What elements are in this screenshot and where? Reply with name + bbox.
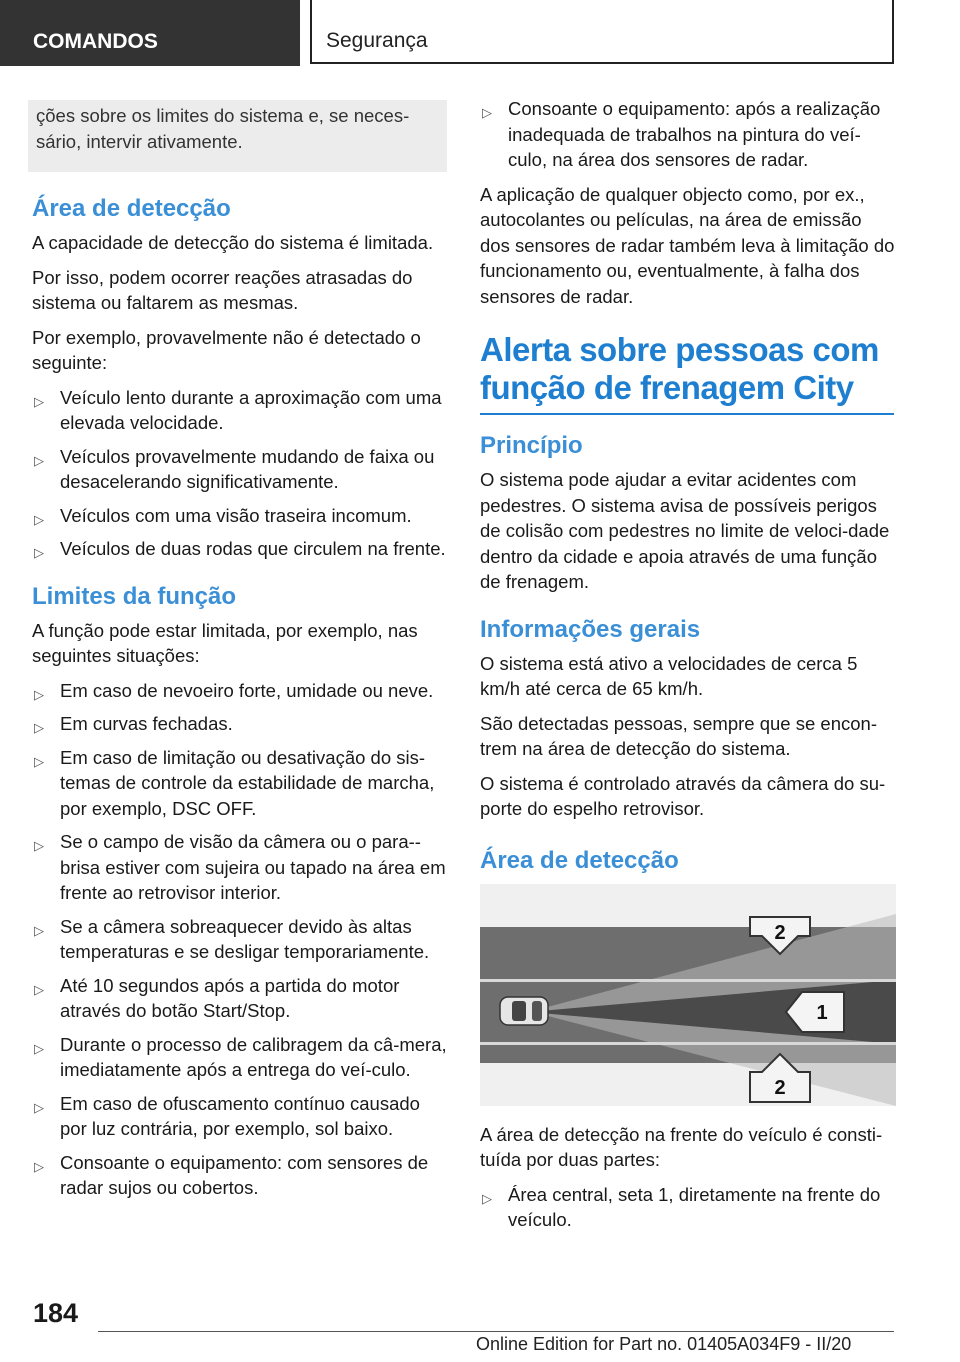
triangle-bullet-icon: ▷ [34,1040,44,1056]
list-item: ▷ Durante o processo de calibragem da câ-mera, imediatamente após a entrega do veí-culo. [34,1033,447,1080]
edition-label: Online Edition for Part no. 01405A034F9 - II/20 [476,1334,852,1354]
triangle-bullet-icon: ▷ [34,720,44,735]
heading-general-info: Informações gerais [480,615,701,643]
heading-detection-area: Área de detecção [480,846,679,874]
note-box: ções sobre os limites do sistema e, se neces-sário, intervir ativamente. [28,100,447,172]
triangle-bullet-icon: ▷ [34,1099,44,1115]
section-tab: COMANDOS [0,0,300,66]
heading-principle: Princípio [480,432,583,459]
list-item: ▷ Consoante o equipamento: com sensores de radar sujos ou cobertos. [34,1151,429,1198]
lane-line-bottom [480,1042,896,1045]
topic-tab: Segurança [310,0,894,64]
triangle-bullet-icon: ▷ [34,452,44,468]
paragraph: O sistema está ativo a velocidades de cerca 5 km/h até cerca de 65 km/h. [480,652,858,699]
car-icon [500,997,548,1025]
list-item: ▷ Veículo lento durante a aproximação com uma elevada velocidade. [34,386,442,433]
triangle-bullet-icon: ▷ [482,105,492,120]
list-item: ▷ Veículos de duas rodas que circulem na frente. [32,536,448,562]
chapter-title: Alerta sobre pessoas com função de frenagem City [480,331,879,406]
svg-text:2: 2 [774,1076,786,1099]
paragraph: O sistema pode ajudar a evitar acidentes com pedestres. O sistema avisa de possíveis perigos de colisão com pedestres no limite de veloci-dade dentro da cidade e apoia através de uma função de frenagem. [480,469,890,592]
triangle-bullet-icon: ▷ [34,1158,44,1174]
list-item: ▷ Veículos provavelmente mudando de faixa ou desacelerando significativamente. [34,445,435,492]
triangle-bullet-icon: ▷ [34,511,44,527]
triangle-bullet-icon: ▷ [34,393,44,409]
list-item: ▷ Em caso de nevoeiro forte, umidade ou neve. [32,678,448,704]
triangle-bullet-icon: ▷ [34,753,44,769]
triangle-bullet-icon: ▷ [34,981,44,997]
svg-text:1: 1 [816,1001,828,1024]
triangle-bullet-icon: ▷ [34,922,44,938]
paragraph: São detectadas pessoas, sempre que se encon-trem na área de detecção do sistema. [480,712,877,759]
list-item: ▷ Em curvas fechadas. [32,711,448,737]
footer-divider [98,1331,894,1332]
paragraph: A função pode estar limitada, por exemplo, nas seguintes situações: [32,619,418,666]
paragraph: O sistema é controlado através da câmera do su-porte do espelho retrovisor. [480,772,886,819]
list-item: ▷ Veículos com uma visão traseira incomum. [32,503,448,529]
bullet-list [32,385,448,562]
triangle-bullet-icon: ▷ [482,1190,492,1206]
paragraph: Por exemplo, provavelmente não é detectado o seguinte: [32,326,421,373]
list-item: ▷ Consoante o equipamento: após a realização inadequada de trabalhos na pintura do veí-culo, na área dos sensores de radar. [482,98,881,170]
list-item: ▷ Se a câmera sobreaquecer devido às altas temperaturas e se desligar temporariamente. [34,915,430,962]
list-item: ▷ Em caso de ofuscamento contínuo causado por luz contrária, por exemplo, sol baixo. [34,1092,420,1139]
lane-line-top [480,979,896,982]
left-column [32,100,448,1210]
triangle-bullet-icon: ▷ [34,838,44,853]
page-number: 184 [33,1298,79,1328]
list-item: ▷ Área central, seta 1, diretamente na frente do veículo. [482,1183,881,1230]
paragraph: A capacidade de detecção do sistema é limitada. [32,232,434,253]
paragraph: Por isso, podem ocorrer reações atrasadas do sistema ou faltarem as mesmas. [32,266,413,313]
right-column [480,96,896,1242]
list-item: ▷ Em caso de limitação ou desativação do sis-temas de controle da estabilidade de marcha, por exemplo, DSC OFF. [34,746,435,819]
heading-detection-area: Área de detecção [32,195,231,222]
list-item: ▷ Se o campo de visão da câmera ou o para--brisa estiver com sujeira ou tapado na área em frente ao retrovisor interior. [34,831,446,903]
heading-function-limits: Limites da função [32,582,237,610]
triangle-bullet-icon: ▷ [34,686,44,702]
bullet-list [480,1182,896,1233]
svg-text:2: 2 [774,921,786,944]
list-item: ▷ Até 10 segundos após a partida do motor através do botão Start/Stop. [34,974,400,1021]
bullet-list [480,96,896,173]
detection-area-diagram [480,884,896,1106]
triangle-bullet-icon: ▷ [34,545,44,560]
paragraph: A aplicação de qualquer objecto como, por ex., autocolantes ou películas, na área de emissão dos sensores de radar também leva à limitação do funcionamento ou, eventualmente, à falha dos sensores de radar. [480,183,895,307]
page-header [0,0,960,66]
title-divider [480,413,894,415]
paragraph: A área de detecção na frente do veículo é consti-tuída por duas partes: [480,1123,883,1170]
bullet-list [32,678,448,1201]
